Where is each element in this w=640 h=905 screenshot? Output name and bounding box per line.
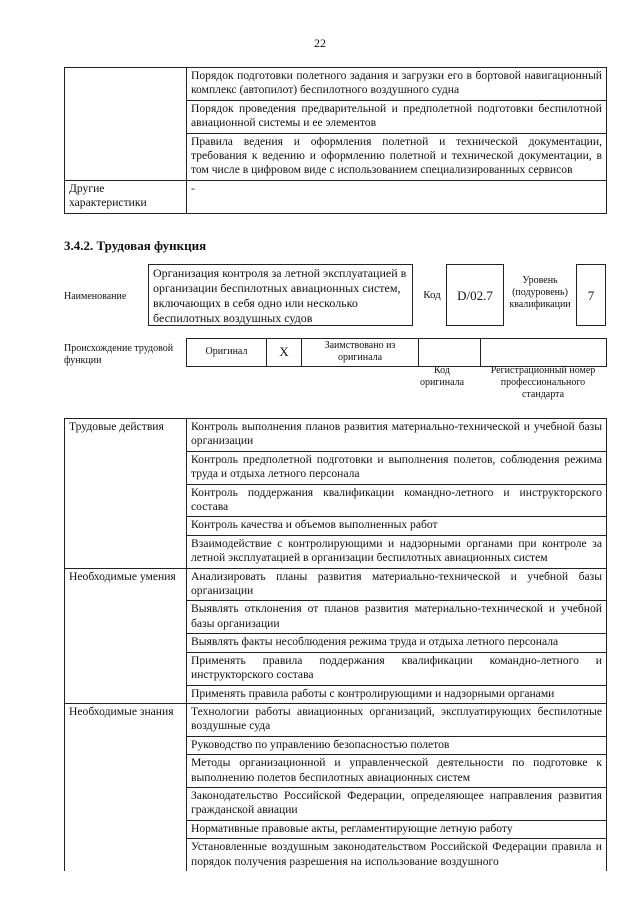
table-cell: Выявлять факты несоблюдения режима труда и отдыха летного персонала <box>187 634 607 652</box>
function-name: Организация контроля за летной эксплуатацией в организации беспилотных авиационных систем, включающих в себя одно или несколько беспилотных воздушных судов <box>153 266 407 325</box>
reg-number-cell <box>481 339 607 367</box>
group-label-labor-actions: Трудовые действия <box>65 419 187 569</box>
function-name-box <box>148 264 413 326</box>
reg-number-label: Регистрационный номер профессионального стандарта <box>490 365 596 400</box>
row-label-empty <box>65 68 187 181</box>
table-cell: Применять правила работы с контролирующими и надзорными органами <box>187 685 607 703</box>
table-cell: Порядок подготовки полетного задания и загрузки его в бортовой навигационный комплекс (автопилот) беспилотного воздушного судна <box>187 68 607 101</box>
original-code-cell <box>419 339 481 367</box>
group-label-required-knowledge: Необходимые знания <box>65 703 187 871</box>
original-mark: X <box>267 339 302 367</box>
table-cell: Анализировать планы развития материально-технической и учебной базы организации <box>187 568 607 601</box>
name-label: Наименование <box>64 291 127 302</box>
table-cell: Контроль выполнения планов развития материально-технической и учебной базы организации <box>187 419 607 452</box>
table-cell: Порядок проведения предварительной и предполетной подготовки беспилотной авиационной системы и ее элементов <box>187 100 607 133</box>
table-cell: Правила ведения и оформления полетной и технической документации, требования к ведению и оформлению полетной и технической документации, в том числе в цифровом виде с использованием специализированных сервисов <box>187 133 607 180</box>
table-row <box>65 180 607 213</box>
code-box <box>446 264 504 326</box>
table-cell: Контроль поддержания квалификации командно-летного и инструкторского состава <box>187 484 607 517</box>
group-label-required-skills: Необходимые умения <box>65 568 187 703</box>
table-cell: - <box>187 180 607 213</box>
table-row <box>65 703 607 736</box>
qualification-level: 7 <box>587 288 595 303</box>
table-row <box>65 68 607 101</box>
borrowed-label: Заимствовано из оригинала <box>302 339 419 367</box>
level-box <box>576 264 606 326</box>
table-row <box>65 419 607 452</box>
code-of-original-label: Код оригинала <box>419 365 465 388</box>
table-cell: Нормативные правовые акты, регламентирующие летную работу <box>187 820 607 838</box>
requirements-table-continued <box>64 67 607 214</box>
table-row <box>187 339 607 367</box>
table-cell: Выявлять отклонения от планов развития материально-технической и учебной базы организации <box>187 601 607 634</box>
section-heading: 3.4.2. Трудовая функция <box>64 238 207 253</box>
page-number: 22 <box>314 36 326 50</box>
table-cell: Методы организационной и управленческой деятельности по подготовке к выполнению полетов беспилотных авиационных систем <box>187 755 607 788</box>
table-cell: Технологии работы авиационных организаций, эксплуатирующих беспилотные воздушные суда <box>187 703 607 736</box>
row-label-other-characteristics: Другие характеристики <box>65 180 187 213</box>
table-cell: Контроль качества и объемов выполненных работ <box>187 517 607 535</box>
table-cell: Руководство по управлению безопасностью полетов <box>187 736 607 754</box>
code-label: Код <box>423 289 441 301</box>
table-cell: Взаимодействие с контролирующими и надзорными органами при контроле за летной эксплуатацией в организации беспилотных авиационных систем <box>187 535 607 568</box>
function-code: D/02.7 <box>457 288 493 303</box>
table-cell: Применять правила поддержания квалификации командно-летного и инструкторского состава <box>187 652 607 685</box>
origin-label: Происхождение трудовой функции <box>64 343 174 366</box>
origin-table <box>186 338 607 367</box>
table-cell: Законодательство Российской Федерации, определяющее направления развития гражданской авиации <box>187 787 607 820</box>
qualification-level-label: Уровень (подуровень) квалификации <box>509 275 571 310</box>
table-cell: Контроль предполетной подготовки и выполнения полетов, соблюдения режима труда и отдыха летного персонала <box>187 451 607 484</box>
table-cell: Установленные воздушным законодательством Российской Федерации правила и порядок получения разрешения на использование воздушного <box>187 839 607 871</box>
original-label: Оригинал <box>187 339 267 367</box>
table-row <box>65 568 607 601</box>
function-details-table <box>64 418 607 871</box>
